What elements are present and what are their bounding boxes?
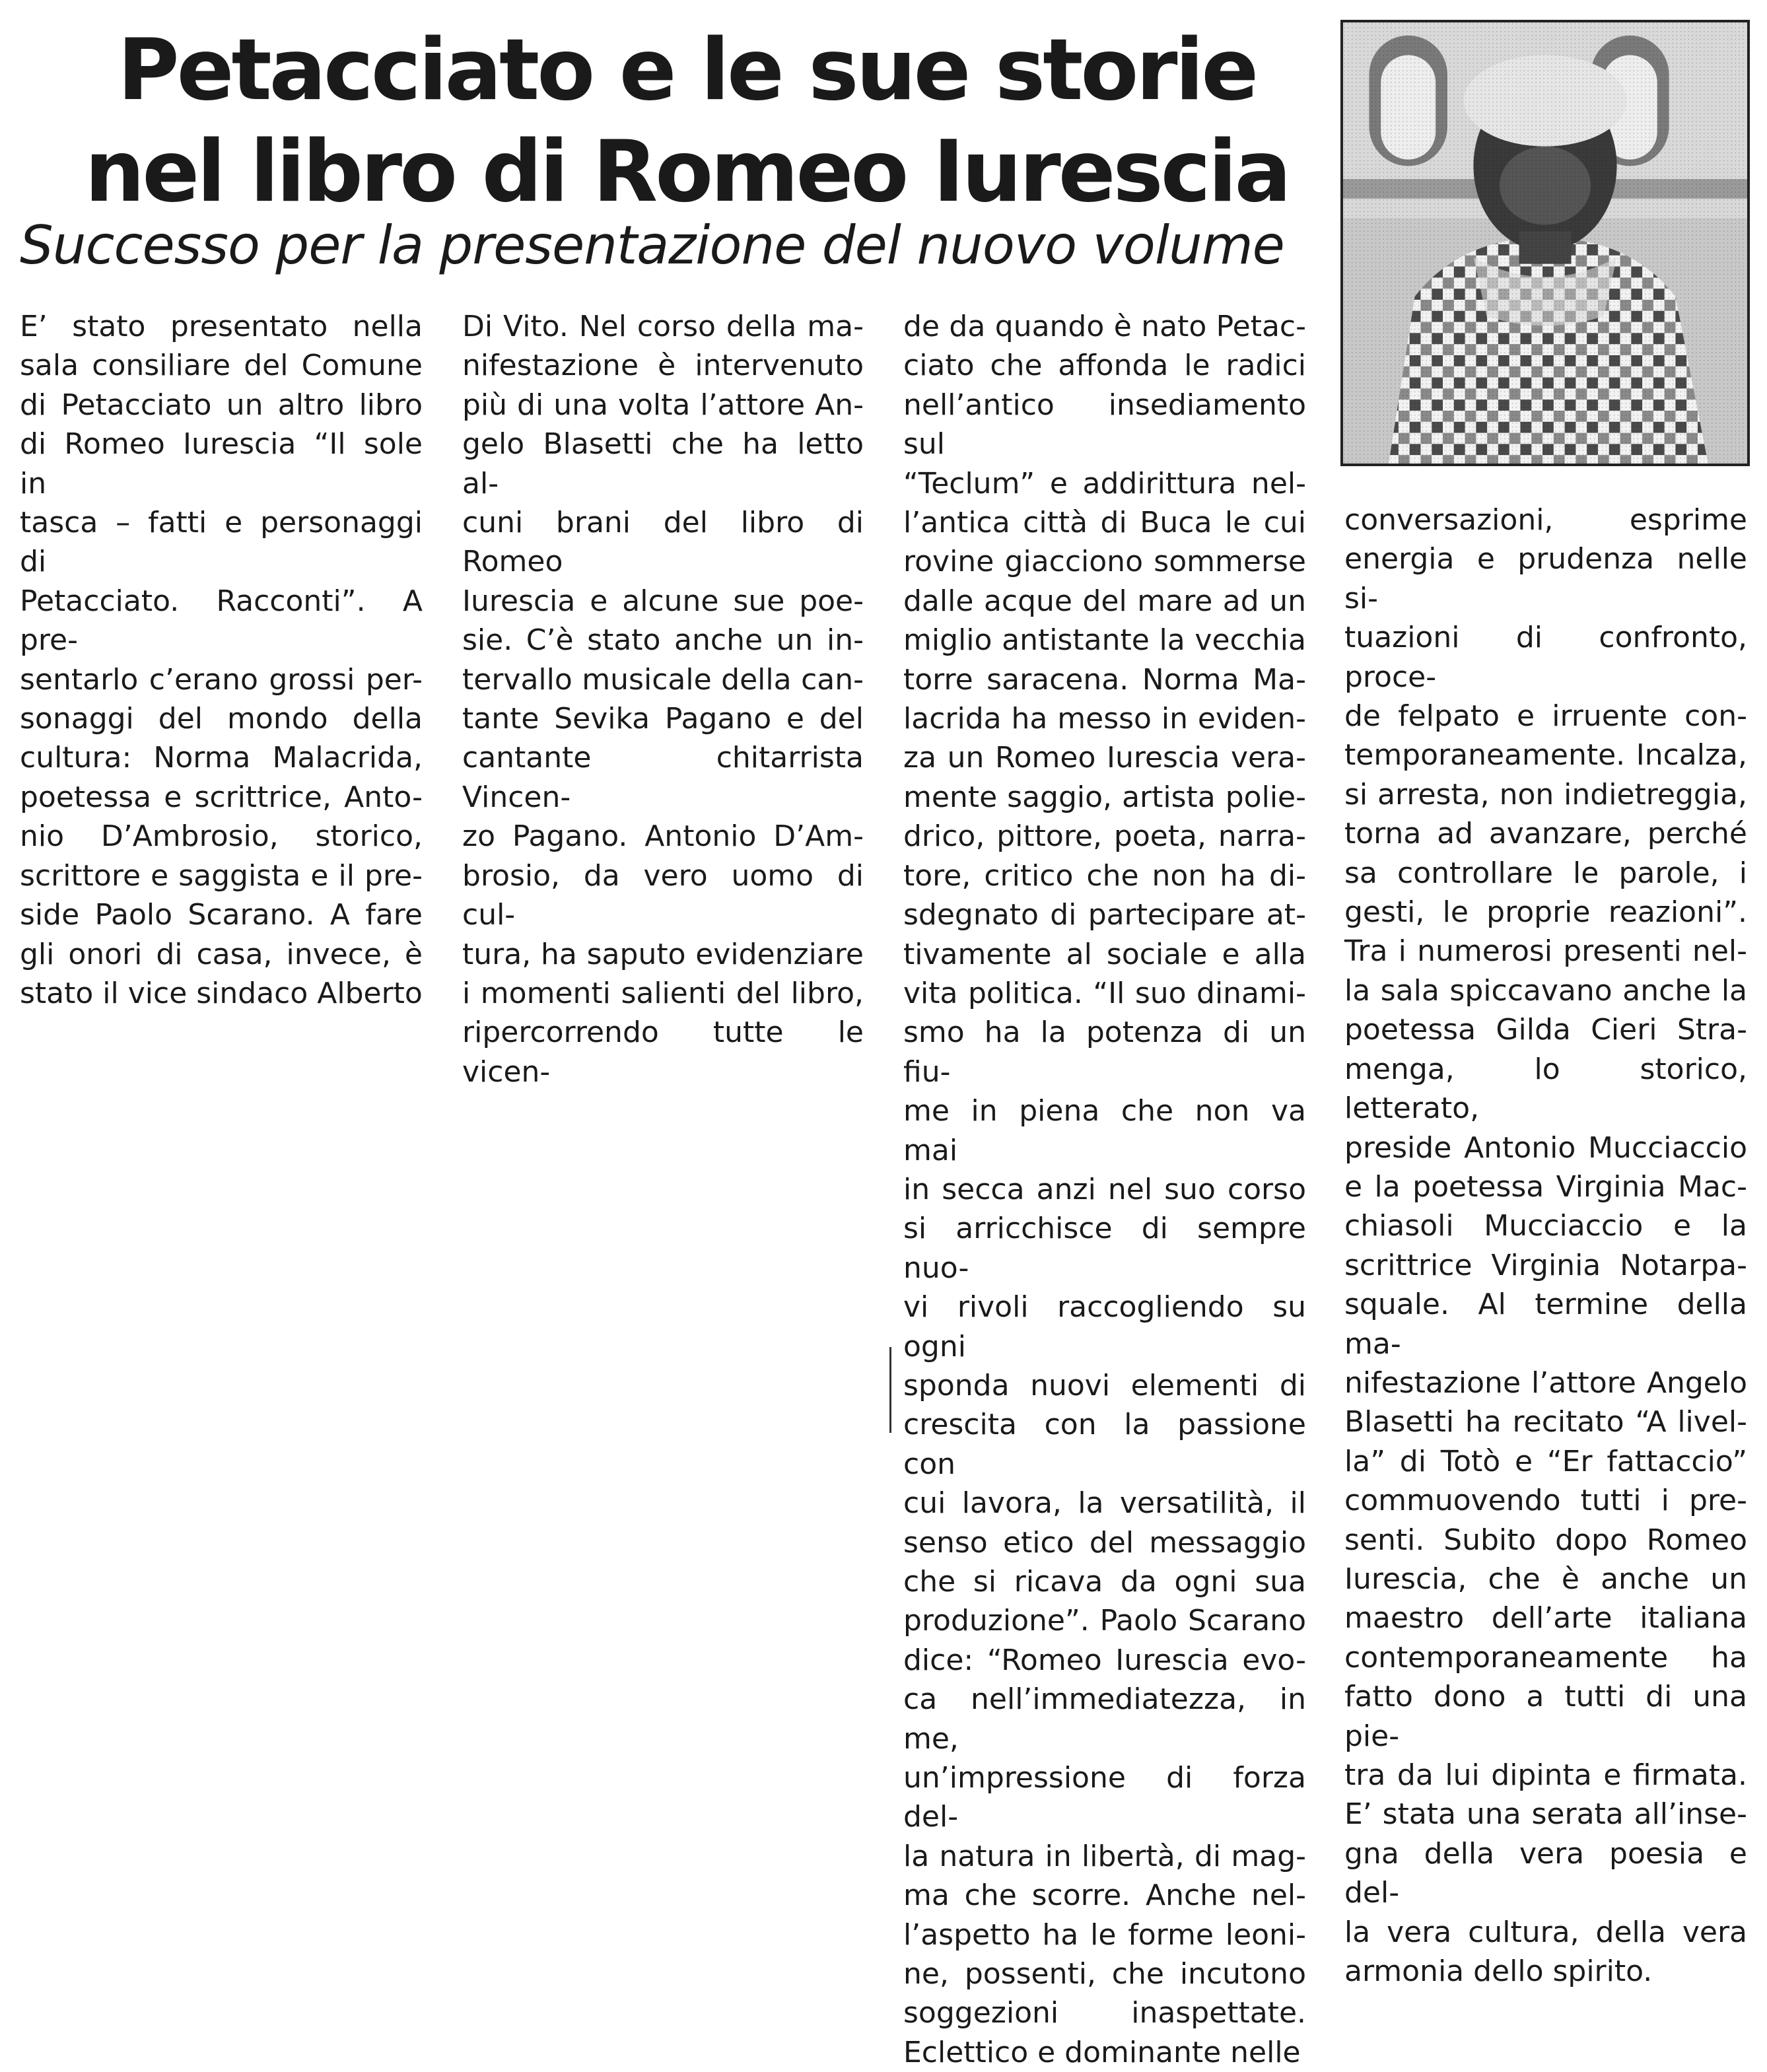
margin-mark — [889, 1347, 891, 1433]
text-line: vi rivoli raccogliendo su ogni — [903, 1290, 1306, 1364]
text-line: temporaneamente. Incalza, — [1344, 738, 1747, 773]
text-line: di Petacciato un altro libro — [20, 388, 423, 422]
text-line: lacrida ha messo in eviden- — [903, 702, 1306, 736]
text-line: che si ricava da ogni sua — [903, 1565, 1306, 1599]
text-line: energia e prudenza nelle si- — [1344, 542, 1747, 615]
text-line: contemporaneamente ha — [1344, 1640, 1747, 1675]
text-line: scrittrice Virginia Notarpa- — [1344, 1248, 1747, 1282]
text-line: gelo Blasetti che ha letto al- — [462, 427, 864, 501]
text-line: e la poetessa Virginia Mac- — [1344, 1169, 1747, 1204]
text-line: side Paolo Scarano. A fare — [20, 898, 423, 932]
text-line: squale. Al termine della ma- — [1344, 1288, 1747, 1361]
text-line: za un Romeo Iurescia vera- — [903, 741, 1306, 775]
text-line: senso etico del messaggio — [903, 1525, 1306, 1560]
text-line: conversazioni, esprime — [1344, 503, 1747, 537]
text-line: brosio, da vero uomo di cul- — [462, 858, 864, 932]
text-line: sala consiliare del Comune — [20, 349, 423, 383]
text-line: armonia dello spirito. — [1344, 1954, 1653, 1989]
text-line: tuazioni di confronto, proce- — [1344, 621, 1747, 694]
text-line: nifestazione l’attore Angelo — [1344, 1365, 1747, 1400]
text-line: ripercorrendo tutte le vicen- — [462, 1016, 864, 1089]
text-line: rovine giacciono sommerse — [903, 545, 1306, 579]
article-column-1 — [20, 307, 423, 1013]
text-line: drico, pittore, poeta, narra- — [903, 819, 1306, 854]
text-line: un’impressione di forza del- — [903, 1761, 1306, 1834]
text-line: commuovendo tutti i pre- — [1344, 1484, 1747, 1518]
text-line: E’ stata una serata all’inse- — [1344, 1797, 1747, 1832]
text-line: me in piena che non va mai — [903, 1094, 1306, 1167]
text-line: poetessa Gilda Cieri Stra- — [1344, 1013, 1747, 1047]
text-line: tra da lui dipinta e firmata. — [1344, 1758, 1747, 1792]
text-line: si arricchisce di sempre nuo- — [903, 1212, 1306, 1285]
text-line: miglio antistante la vecchia — [903, 623, 1306, 658]
text-line: torre saracena. Norma Ma- — [903, 662, 1306, 697]
text-line: tore, critico che non ha di- — [903, 858, 1306, 893]
text-line: dice: “Romeo Iurescia evo- — [903, 1643, 1306, 1677]
text-line: senti. Subito dopo Romeo — [1344, 1523, 1747, 1557]
headline-line-1: Petacciato e le sue storie — [117, 21, 1257, 120]
article-column-4 — [1344, 501, 1747, 1991]
text-line: poetessa e scrittrice, Anto- — [20, 780, 423, 814]
text-line: l’aspetto ha le forme leoni- — [903, 1917, 1306, 1952]
text-line: tervallo musicale della can- — [462, 662, 864, 697]
text-line: mente saggio, artista polie- — [903, 780, 1306, 814]
text-line: tura, ha saputo evidenziare — [462, 937, 864, 971]
text-line: Petacciato. Racconti”. A pre- — [20, 584, 423, 658]
text-line: scrittore e saggista e il pre- — [20, 858, 423, 893]
text-line: dalle acque del mare ad un — [903, 584, 1306, 618]
text-line: i momenti salienti del libro, — [462, 976, 864, 1010]
text-line: Iurescia, che è anche un — [1344, 1562, 1747, 1596]
text-line: sa controllare le parole, i — [1344, 856, 1747, 890]
text-line: Eclettico e dominante nelle — [903, 2035, 1301, 2069]
text-line: tante Sevika Pagano e del — [462, 702, 864, 736]
text-line: “Teclum” e addirittura nel- — [903, 466, 1306, 501]
text-line: l’antica città di Buca le cui — [903, 506, 1306, 540]
text-line: smo ha la potenza di un fiu- — [903, 1016, 1306, 1089]
text-line: cantante chitarrista Vincen- — [462, 741, 864, 814]
text-line: Blasetti ha recitato “A livel- — [1344, 1405, 1747, 1439]
text-line: gesti, le proprie reazioni”. — [1344, 895, 1747, 930]
text-line: produzione”. Paolo Scarano — [903, 1604, 1306, 1638]
text-line: maestro dell’arte italiana — [1344, 1601, 1747, 1636]
text-line: ne, possenti, che incutono — [903, 1957, 1306, 1991]
text-line: crescita con la passione con — [903, 1408, 1306, 1481]
text-line: soggezioni inaspettate. — [903, 1996, 1306, 2030]
text-line: in secca anzi nel suo corso — [903, 1172, 1306, 1206]
text-line: gna della vera poesia e del- — [1344, 1836, 1747, 1910]
text-line: di Romeo Iurescia “Il sole in — [20, 427, 423, 501]
text-line: tasca – fatti e personaggi di — [20, 506, 423, 579]
text-line: ma che scorre. Anche nel- — [903, 1879, 1306, 1913]
article-column-3 — [903, 307, 1306, 2072]
text-line: menga, lo storico, letterato, — [1344, 1052, 1747, 1126]
text-line: Di Vito. Nel corso della ma- — [462, 310, 864, 343]
text-line: la natura in libertà, di mag- — [903, 1839, 1306, 1873]
text-line: fatto dono a tutti di una pie- — [1344, 1680, 1747, 1753]
text-line: la sala spiccavano anche la — [1344, 973, 1747, 1008]
text-line: sponda nuovi elementi di — [903, 1368, 1306, 1402]
text-line: la” di Totò e “Er fattaccio” — [1344, 1444, 1747, 1478]
text-line: sentarlo c’erano grossi per- — [20, 662, 423, 697]
text-line: si arresta, non indietreggia, — [1344, 777, 1747, 812]
text-line: nifestazione è intervenuto — [462, 349, 864, 383]
text-line: sonaggi del mondo della — [20, 702, 423, 736]
text-line: de da quando è nato Petac- — [903, 310, 1306, 343]
text-line: sie. C’è stato anche un in- — [462, 623, 864, 658]
headline — [26, 20, 1347, 223]
portrait-illustration — [1343, 22, 1747, 464]
text-line: ciato che affonda le radici — [903, 349, 1306, 383]
text-line: zo Pagano. Antonio D’Am- — [462, 819, 864, 854]
text-line: cultura: Norma Malacrida, — [20, 741, 423, 775]
text-line: vita politica. “Il suo dinami- — [903, 976, 1306, 1010]
text-line: ca nell’immediatezza, in me, — [903, 1682, 1306, 1756]
text-line: preside Antonio Mucciaccio — [1344, 1130, 1747, 1165]
text-line: gli onori di casa, invece, è — [20, 937, 423, 971]
text-line: Iurescia e alcune sue poe- — [462, 584, 864, 618]
text-line: cui lavora, la versatilità, il — [903, 1486, 1306, 1521]
text-line: de felpato e irruente con- — [1344, 699, 1747, 734]
text-line: stato il vice sindaco Alberto — [20, 976, 423, 1010]
text-line: tivamente al sociale e alla — [903, 937, 1306, 971]
portrait-photo — [1340, 20, 1750, 466]
text-line: nio D’Ambrosio, storico, — [20, 819, 423, 854]
text-line: nell’antico insediamento sul — [903, 388, 1306, 462]
text-line: sdegnato di partecipare at- — [903, 898, 1306, 932]
text-line: E’ stato presentato nella — [20, 310, 423, 343]
text-line: chiasoli Mucciaccio e la — [1344, 1209, 1747, 1243]
text-line: cuni brani del libro di Romeo — [462, 506, 864, 579]
text-line: Tra i numerosi presenti nel- — [1344, 934, 1747, 969]
text-line: più di una volta l’attore An- — [462, 388, 864, 422]
text-line: la vera cultura, della vera — [1344, 1915, 1747, 1949]
subheadline: Successo per la presentazione del nuovo volume — [20, 215, 1284, 276]
article-column-2 — [462, 307, 864, 1091]
text-line: torna ad avanzare, perché — [1344, 817, 1747, 851]
headline-line-2: nel libro di Romeo Iurescia — [85, 123, 1289, 221]
